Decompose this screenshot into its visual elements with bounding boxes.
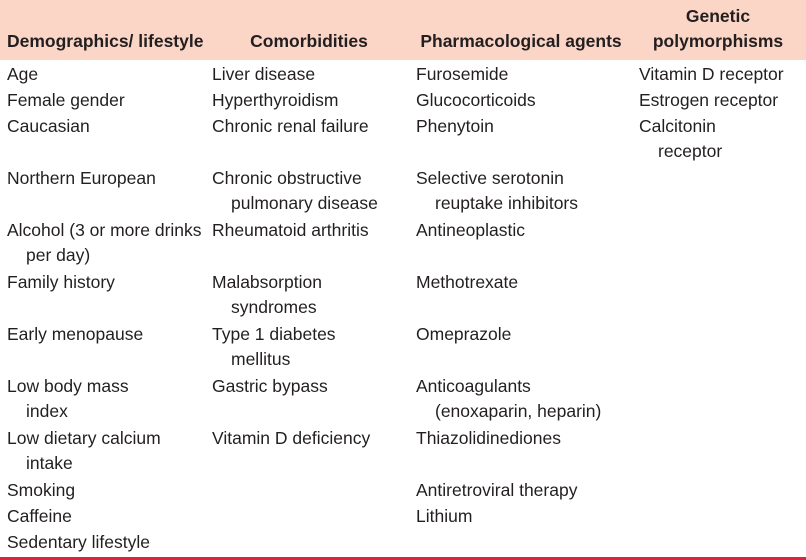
table-cell: Omeprazole [416, 324, 512, 344]
table-cell: Chronic renal failure [212, 116, 369, 136]
table-cell: Calcitonin receptor [639, 116, 723, 161]
table-cell: Glucocorticoids [416, 90, 536, 110]
table-cell: Lithium [416, 506, 473, 526]
table-cell: Sedentary lifestyle [7, 532, 150, 552]
table-cell: Smoking [7, 480, 76, 500]
table-cell: Antineoplastic [416, 220, 525, 240]
table-cell: Low dietary calcium intake [7, 428, 161, 473]
table-cell: Methotrexate [416, 272, 519, 292]
table-cell: Antiretroviral therapy [416, 480, 578, 500]
table-cell: Chronic obstructive pulmonary disease [212, 168, 378, 213]
table-cell: Caffeine [7, 506, 72, 526]
table-cell: Furosemide [416, 64, 509, 84]
table-cell: Hyperthyroidism [212, 90, 339, 110]
table-cell: Phenytoin [416, 116, 494, 136]
table-cell: Type 1 diabetes mellitus [212, 324, 336, 369]
table-cell: Family history [7, 272, 115, 292]
table-cell: Malabsorption syndromes [212, 272, 322, 317]
table-cell: Estrogen receptor [639, 90, 779, 110]
table-cell: Caucasian [7, 116, 90, 136]
table-cell: Vitamin D deficiency [212, 428, 371, 448]
table-cell: Thiazolidinediones [416, 428, 561, 448]
table-cell: Low body mass index [7, 376, 129, 421]
table-cell: Rheumatoid arthritis [212, 220, 369, 240]
table-cell: Selective serotonin reuptake inhibitors [416, 168, 578, 213]
table-cell: Female gender [7, 90, 125, 110]
table-cell: Liver disease [212, 64, 316, 84]
header-pharmacological-agents: Pharmacological agents [420, 31, 622, 51]
header-demographics: Demographics/ lifestyle [7, 31, 204, 51]
table-cell: Alcohol (3 or more drinks per day) [7, 220, 202, 265]
header-genetic-polymorphisms: Genetic polymorphisms [652, 6, 784, 51]
table-cell: Northern European [7, 168, 156, 188]
table-cell: Vitamin D receptor [639, 64, 784, 84]
header-comorbidities: Comorbidities [250, 31, 368, 51]
table-header [0, 0, 806, 60]
table-cell: Early menopause [7, 324, 144, 344]
table-cell: Gastric bypass [212, 376, 328, 396]
table-cell: Age [7, 64, 39, 84]
table-cell: Anticoagulants (enoxaparin, heparin) [416, 376, 602, 421]
